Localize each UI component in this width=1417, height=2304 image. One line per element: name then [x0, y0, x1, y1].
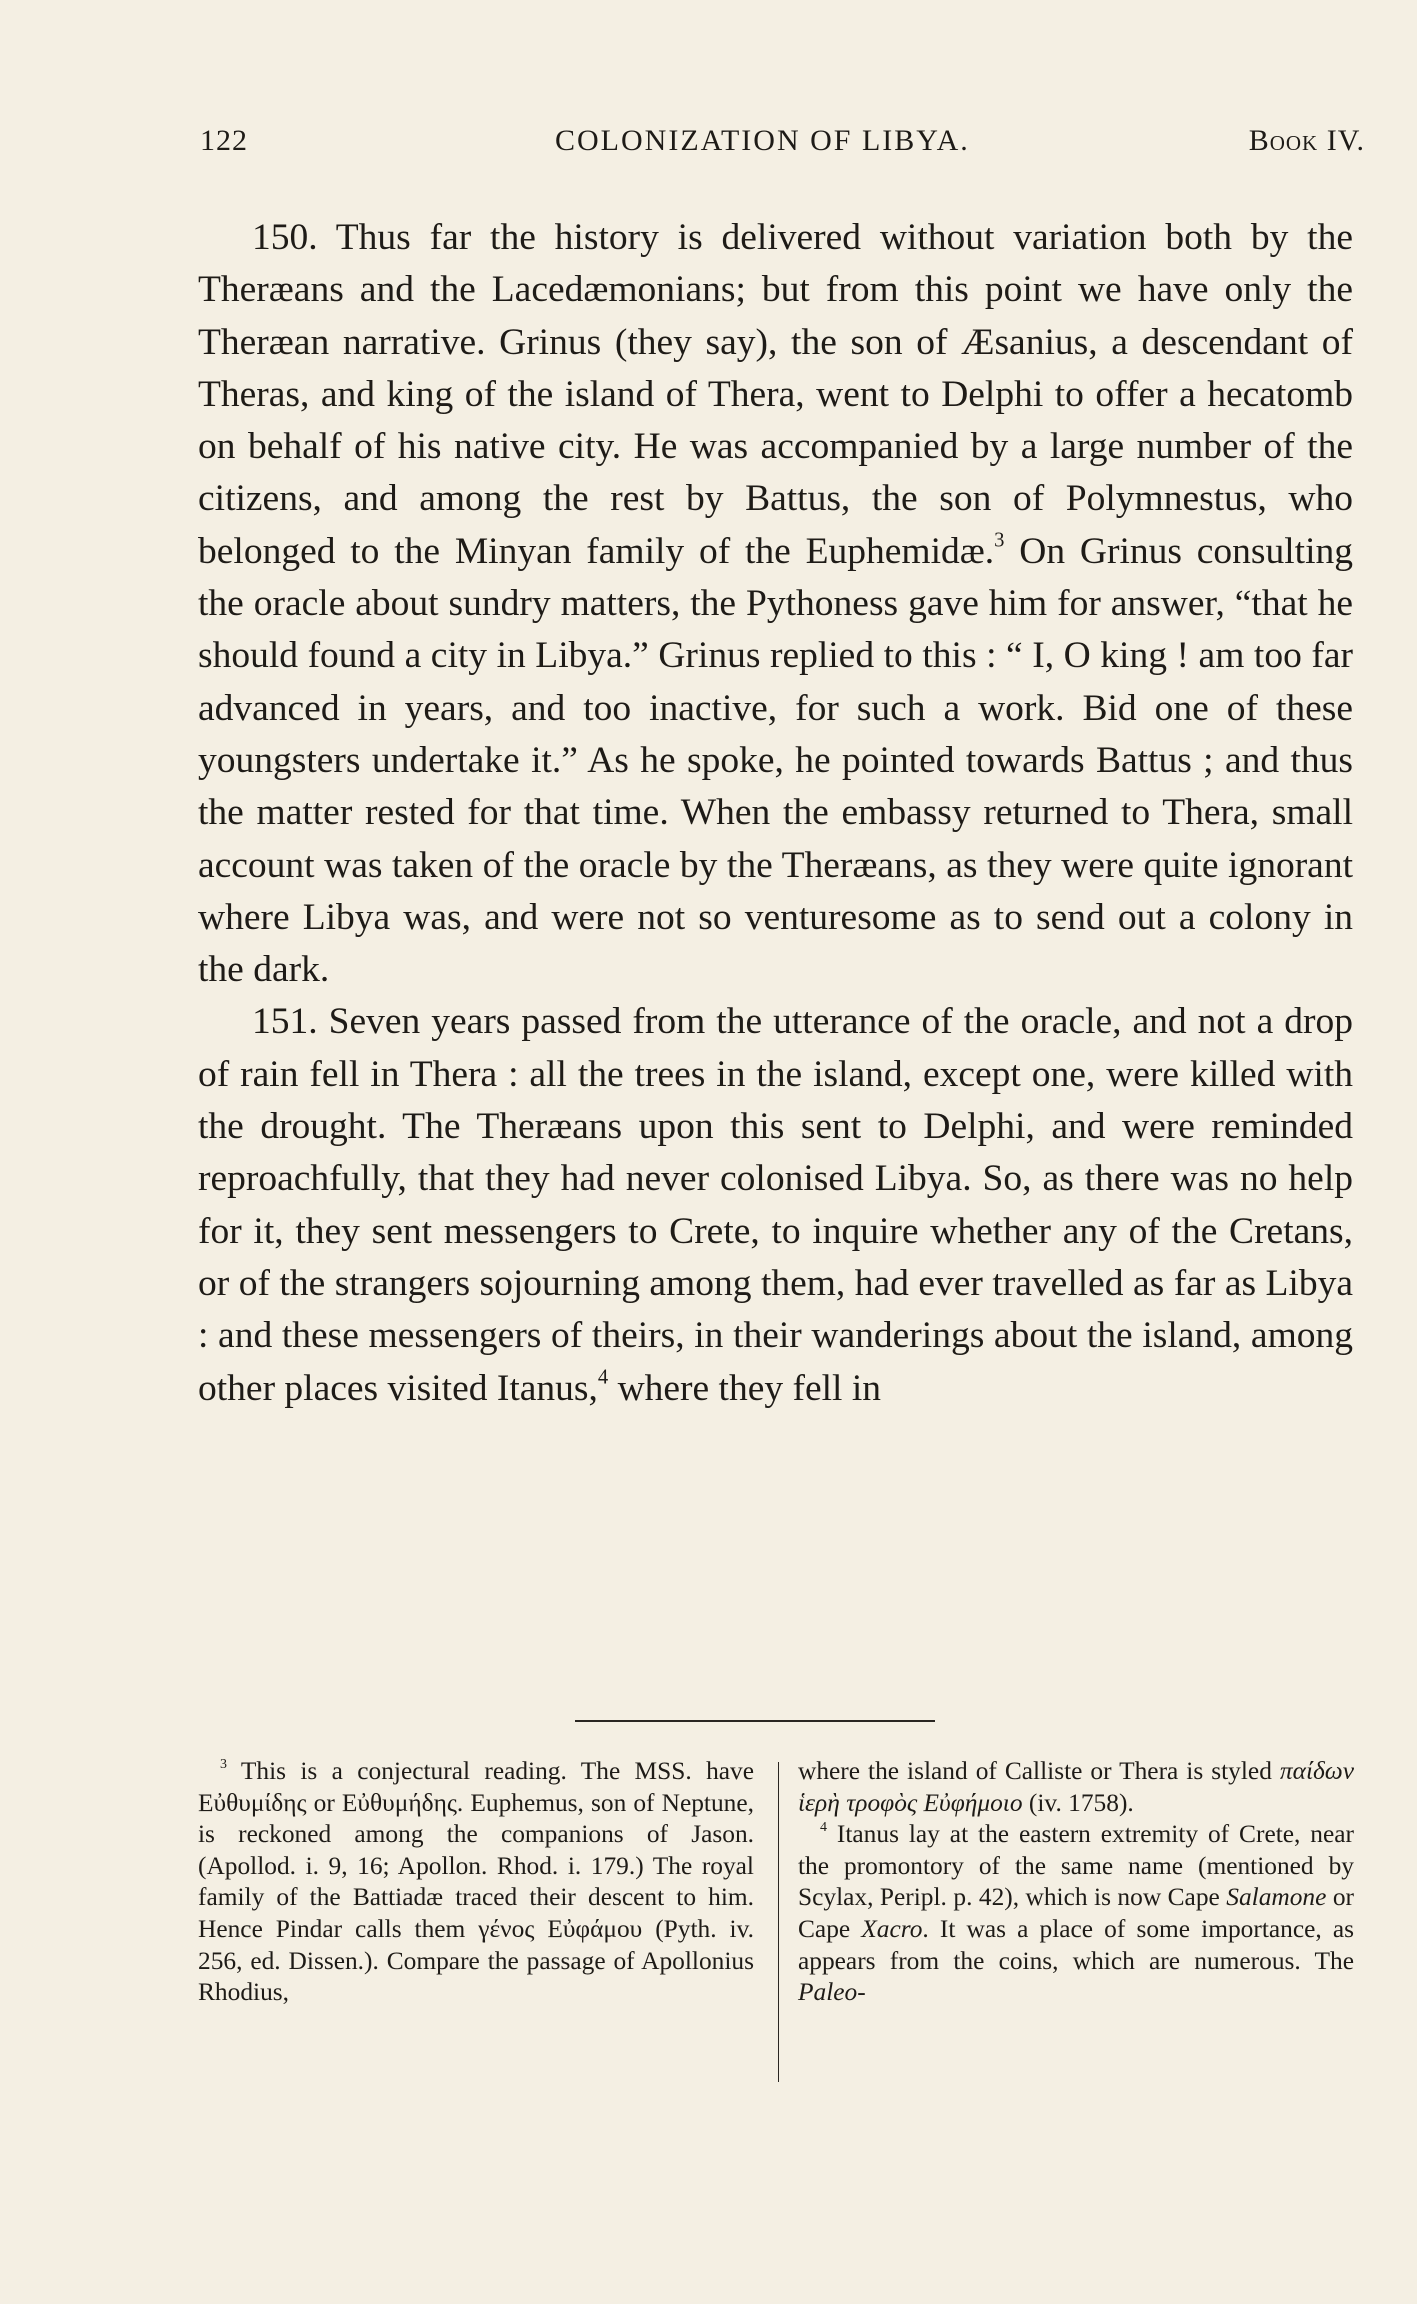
page-number: 122	[200, 124, 248, 157]
footnote-ref-3[interactable]: 3	[994, 529, 1005, 552]
footnote-4-text: . It was a place of some importance, as appears from the coins, which are numerous. The	[798, 1914, 1354, 1975]
footnote-4-text: or Cape	[798, 1883, 1355, 1943]
greek-text: γένος Εὐφάμου	[478, 1914, 643, 1943]
footnote-3-text: or	[306, 1788, 342, 1817]
paragraph-150-text: 150. Thus far the history is delivered without variation both by the Theræans and the Lacedæmonians; but from this point we have only the Theræan narrative. Grinus (they say), the son of Æsanius, a descendant of Theras, and king of the island of Thera, went to Delphi to offer a hecatomb on behalf of his native city. He was accompanied by a large number of the citizens, and among the rest by Battus, the son of Polymnestus, who belonged to the Minyan family of the Euphemidæ.	[198, 217, 1353, 572]
running-header	[200, 118, 1365, 168]
footnote-ref-4[interactable]: 4	[597, 1366, 609, 1389]
book-label: Book IV.	[1248, 124, 1365, 157]
footnote-3-text: . Euphemus, son of Neptune, is reckoned among the companions of Jason. (Apollod. i. 9, 16; Apollon. Rhod. i. 179.) The royal family of the Battiadæ traced their descent to him. Hence Pindar calls them	[198, 1788, 754, 1943]
place-name: Paleo-	[798, 1978, 866, 2007]
paragraph-151-text: 151. Seven years passed from the utterance of the oracle, and not a drop of rain fell in Thera : all the trees in the island, except one, were killed with the drought. The Theræans upon this sent to Delphi, and were reminded reproachfully, that they had never colonised Libya. So, as there was no help for it, they sent messengers to Crete, to inquire whether any of the Cretans, or of the strangers sojourning among them, had ever travelled as far as Libya : and these messengers of theirs, in their wanderings about the island, among other places visited Itanus,	[198, 1001, 1353, 1409]
running-title: COLONIZATION OF LIBYA.	[555, 124, 970, 157]
place-name: Salamone	[1226, 1883, 1327, 1912]
paragraph-151-text-cont: where they fell in	[608, 1367, 882, 1409]
footnote-column-left	[198, 1756, 754, 2009]
footnote-3-text: This is a conjectural reading. The MSS. have	[226, 1757, 754, 1785]
footnote-rule	[575, 1720, 935, 1722]
paragraph-150	[198, 212, 1353, 996]
greek-text: παίδων ἱερὴ τροφὸς Εὐφήμοιο	[798, 1757, 1354, 1817]
paragraph-150-text-cont: On Grinus consulting the oracle about sundry matters, the Pythoness gave him for answer, “that he should found a city in Libya.” Grinus replied to this : “ I, O king ! am too far advanced in years, and too inactive, for such a work. Bid one of these youngsters undertake it.” As he spoke, he pointed towards Battus ; and thus the matter rested for that time. When the embassy returned to Thera, small account was taken of the oracle by the Theræans, as they were quite ignorant where Libya was, and were not so venturesome as to send out a colony in the dark.	[198, 530, 1353, 991]
footnote-3-continued	[798, 1756, 1354, 1819]
main-text	[198, 212, 1353, 1415]
footnote-3	[198, 1756, 754, 2009]
footnote-4-mark: 4	[820, 1820, 827, 1836]
footnote-4	[798, 1819, 1354, 2009]
column-divider	[778, 1762, 779, 2082]
footnote-3-text: (Pyth. iv. 256, ed. Dissen.). Compare the passage of Apollonius Rhodius,	[198, 1914, 754, 2007]
greek-text: Εὐθυμίδης	[198, 1788, 307, 1817]
paragraph-151	[198, 996, 1353, 1414]
footnote-3-text: where the island of Calliste or Thera is styled	[798, 1757, 1280, 1785]
footnote-3-text: (iv. 1758).	[1022, 1788, 1134, 1817]
footnote-column-right	[798, 1756, 1354, 2009]
footnotes	[198, 1756, 1355, 2086]
footnote-3-mark: 3	[220, 1756, 227, 1772]
footnote-4-text: Itanus lay at the eastern extremity of Crete, near the promontory of the same name (mentioned by Scylax, Peripl. p. 42), which is now Cape	[798, 1820, 1354, 1912]
greek-text: Εὐθυμήδης	[341, 1788, 457, 1817]
place-name: Xacro	[861, 1914, 923, 1943]
